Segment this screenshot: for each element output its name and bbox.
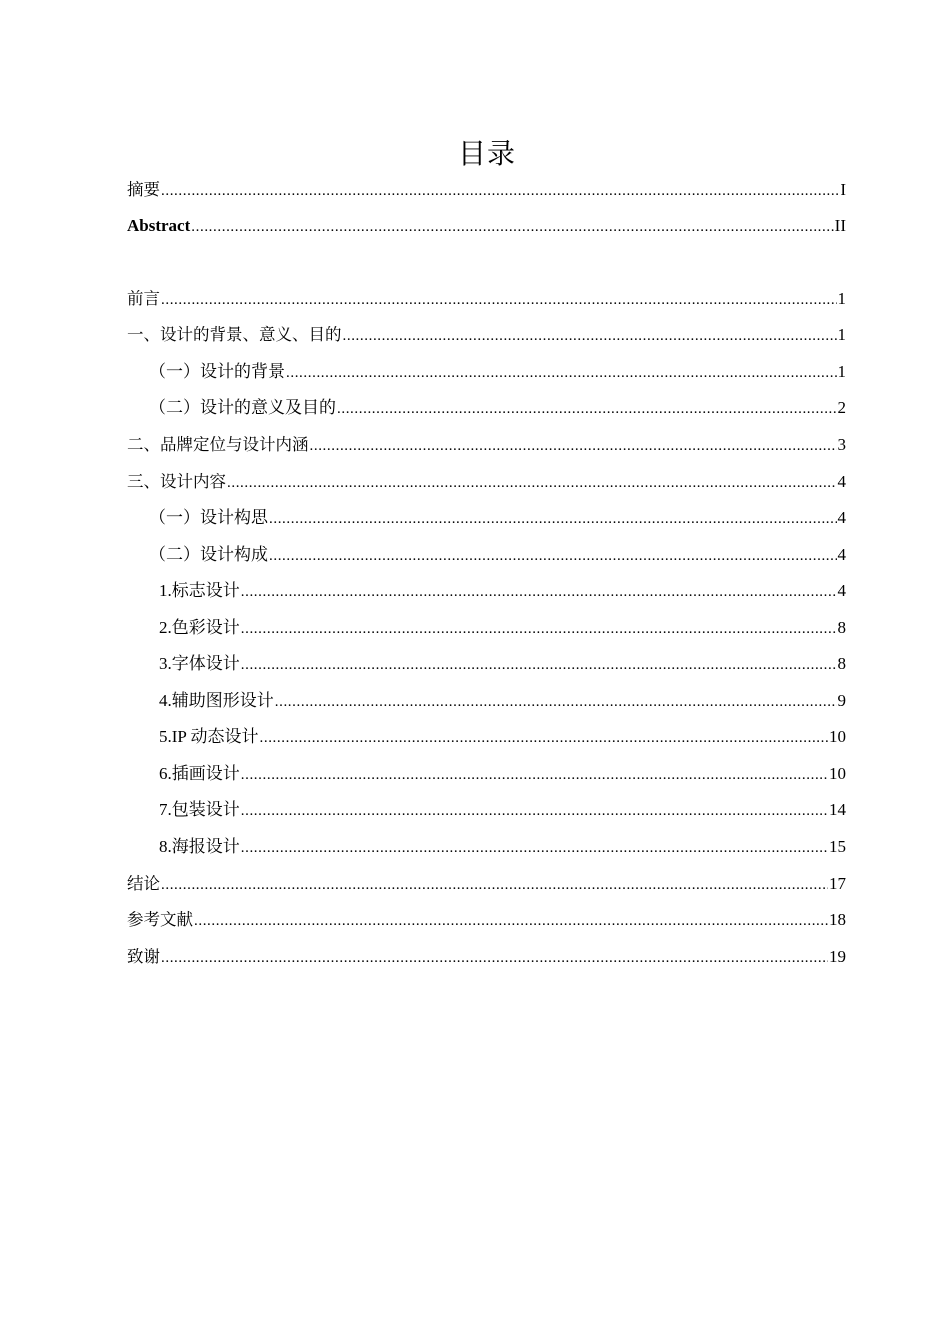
toc-entry-label: 6.插画设计: [159, 764, 240, 783]
toc-entry-item-6[interactable]: [159, 756, 846, 792]
toc-entry-label: 8.海报设计: [159, 837, 240, 856]
toc-entry-chapter-1[interactable]: [127, 317, 846, 353]
toc-entry-page: 1: [837, 362, 846, 381]
dot-leader: [241, 793, 828, 829]
toc-entry-label: 5.IP 动态设计: [159, 727, 259, 746]
toc-entry-label: 二、品牌定位与设计内涵: [127, 435, 309, 454]
toc-entry-item-4[interactable]: [159, 683, 846, 719]
toc-entry-label: 3.字体设计: [159, 654, 240, 673]
dot-leader: [310, 428, 837, 464]
dot-leader: [275, 684, 837, 720]
toc-entry-page: 1: [837, 289, 846, 308]
dot-leader: [286, 355, 837, 391]
dot-leader: [241, 647, 837, 683]
toc-title: 目录: [457, 137, 516, 170]
toc-list: [0, 170, 950, 990]
toc-entry-page: 4: [837, 545, 846, 564]
toc-entry-section-3-2[interactable]: [149, 537, 846, 573]
toc-entry-abstract-en[interactable]: [127, 208, 846, 244]
dot-leader: [269, 501, 837, 537]
dot-leader: [269, 538, 837, 574]
dot-leader: [191, 209, 833, 245]
toc-entry-label: 一、设计的背景、意义、目的: [127, 325, 342, 344]
dot-leader: [161, 282, 837, 318]
toc-entry-label: 前言: [127, 289, 160, 308]
toc-entry-acknowledgements[interactable]: [127, 939, 846, 975]
toc-entry-section-1-1[interactable]: [149, 354, 846, 390]
toc-entry-label: Abstract: [127, 216, 191, 235]
dot-leader: [241, 611, 837, 647]
dot-leader: [343, 318, 837, 354]
toc-entry-page: 18: [829, 910, 846, 929]
dot-leader: [260, 720, 829, 756]
toc-entry-label: 摘要: [127, 180, 160, 199]
toc-entry-section-3-1[interactable]: [149, 500, 846, 536]
toc-entry-page: 1: [837, 325, 846, 344]
toc-entry-label: 7.包装设计: [159, 800, 240, 819]
toc-entry-label: 结论: [127, 874, 160, 893]
toc-entry-label: （二）设计构成: [149, 545, 268, 564]
dot-leader: [241, 830, 828, 866]
toc-entry-label: （二）设计的意义及目的: [149, 398, 336, 417]
toc-entry-label: 2.色彩设计: [159, 618, 240, 637]
toc-entry-page: 10: [829, 727, 846, 746]
toc-entry-page: 4: [837, 472, 846, 491]
dot-leader: [161, 867, 828, 903]
toc-entry-item-2[interactable]: [159, 610, 846, 646]
toc-entry-label: 4.辅助图形设计: [159, 691, 274, 710]
toc-entry-preface[interactable]: [127, 281, 846, 317]
toc-entry-section-1-2[interactable]: [149, 390, 846, 426]
toc-entry-label: 致谢: [127, 947, 160, 966]
dot-leader: [241, 757, 828, 793]
toc-entry-item-8[interactable]: [159, 829, 846, 865]
toc-entry-page: 9: [837, 691, 846, 710]
dot-leader: [227, 465, 837, 501]
toc-entry-chapter-2[interactable]: [127, 427, 846, 463]
dot-leader: [337, 391, 837, 427]
toc-entry-item-3[interactable]: [159, 646, 846, 682]
toc-entry-label: 三、设计内容: [127, 472, 226, 491]
toc-entry-label: （一）设计构思: [149, 508, 268, 527]
toc-entry-page: 14: [829, 800, 846, 819]
dot-leader: [161, 940, 828, 976]
toc-entry-conclusion[interactable]: [127, 866, 846, 902]
dot-leader: [161, 173, 839, 209]
toc-entry-page: 2: [837, 398, 846, 417]
toc-entry-item-1[interactable]: [159, 573, 846, 609]
toc-entry-page: 8: [837, 618, 846, 637]
toc-entry-page: 3: [837, 435, 846, 454]
toc-entry-page: 10: [829, 764, 846, 783]
toc-entry-page: I: [840, 180, 846, 199]
dot-leader: [241, 574, 837, 610]
toc-entry-abstract-cn[interactable]: [127, 172, 846, 208]
toc-entry-label: 参考文献: [127, 910, 193, 929]
toc-entry-page: 4: [837, 508, 846, 527]
dot-leader: [194, 903, 828, 939]
toc-entry-page: 8: [837, 654, 846, 673]
toc-entry-page: 4: [837, 581, 846, 600]
toc-entry-page: 19: [829, 947, 846, 966]
toc-entry-label: 1.标志设计: [159, 581, 240, 600]
toc-entry-item-5[interactable]: [159, 719, 846, 755]
toc-entry-page: 15: [829, 837, 846, 856]
toc-entry-label: （一）设计的背景: [149, 362, 285, 381]
toc-entry-page: II: [834, 216, 846, 235]
toc-entry-item-7[interactable]: [159, 792, 846, 828]
toc-entry-page: 17: [829, 874, 846, 893]
toc-entry-chapter-3[interactable]: [127, 464, 846, 500]
toc-entry-references[interactable]: [127, 902, 846, 938]
